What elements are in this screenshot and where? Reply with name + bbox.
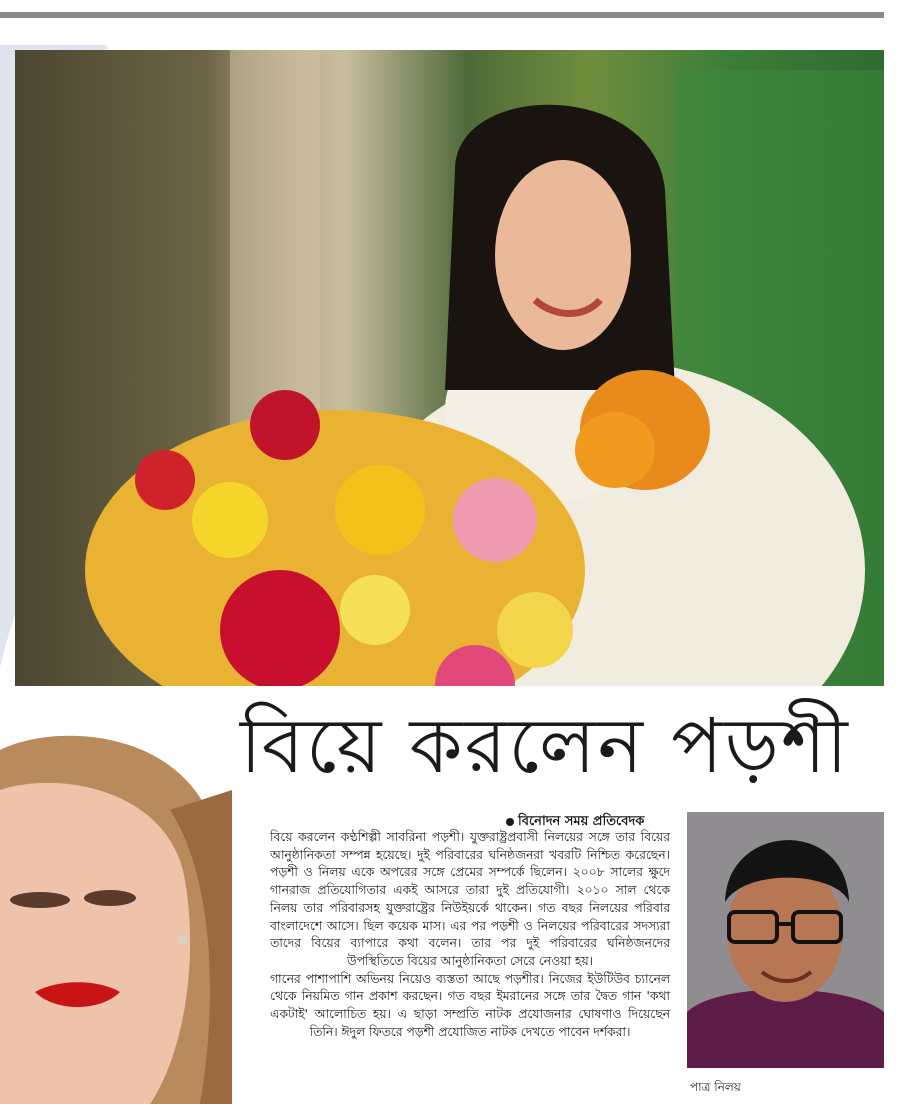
left-portrait-photo (0, 730, 232, 1104)
article-paragraph: বিয়ে করলেন কণ্ঠশিল্পী সাবরিনা পড়শী। যুক্তরাষ্ট্রপ্রবাসী নিলয়ের সঙ্গে তার বিয়ের আনুষ্ঠানিকতা সম্পন্ন হয়েছে। দুই পরিবারের ঘনিষ্ঠজনরা খবরটি নিশ্চিত করেছেন। পড়শী ও নিলয় একে অপরের সঙ্গে প্রেমের সম্পর্কে ছিলেন। ২০০৮ সালের ক্ষুদে গানরাজ প্রতিযোগিতার একই আসরে তারা দুই প্রতিযোগী। ২০১০ সাল থেকে নিলয় তার পরিবারসহ যুক্তরাষ্ট্রের নিউইয়র্কে থাকেন। গত বছর নিলয়ের পরিবার বাংলাদেশে আসে। ছিল কয়েক মাস। এর পর পড়শী ও নিলয়ের পরিবারের সদস্যরা তাদের বিয়ের ব্যাপারে কথা বলেন। তার পর দুই পরিবারের ঘনিষ্ঠজনদের উপস্থিতিতে বিয়ের আনুষ্ঠানিকতা সেরে নেওয়া হয়। (270, 830, 670, 968)
photo-caption: পাত্র নিলয় (690, 1080, 741, 1094)
right-portrait-photo (687, 812, 884, 1068)
top-rule (0, 12, 884, 18)
article-paragraph: গানের পাশাপাশি অভিনয় নিয়েও ব্যস্ততা আছে পড়শীর। নিজের ইউটিউব চ্যানেল থেকে নিয়মিত গান প্রকাশ করছেন। গত বছর ইমরানের সঙ্গে তার দ্বৈত গান 'কথা একটাই' আলোচিত হয়। এ ছাড়া সম্প্রতি নাটক প্রযোজনার ঘোষণাও দিয়েছেন তিনি। ঈদুল ফিতরে পড়শী প্রযোজিত নাটক দেখতে পাবেন দর্শকরা। (270, 971, 670, 1039)
byline-text: বিনোদন সময় প্রতিবেদক (518, 814, 645, 829)
bullet-icon (506, 818, 514, 826)
main-photo-bride-with-flowers (15, 50, 884, 686)
headline: বিয়ে করলেন পড়শী (240, 701, 850, 790)
article-body (270, 829, 670, 1041)
